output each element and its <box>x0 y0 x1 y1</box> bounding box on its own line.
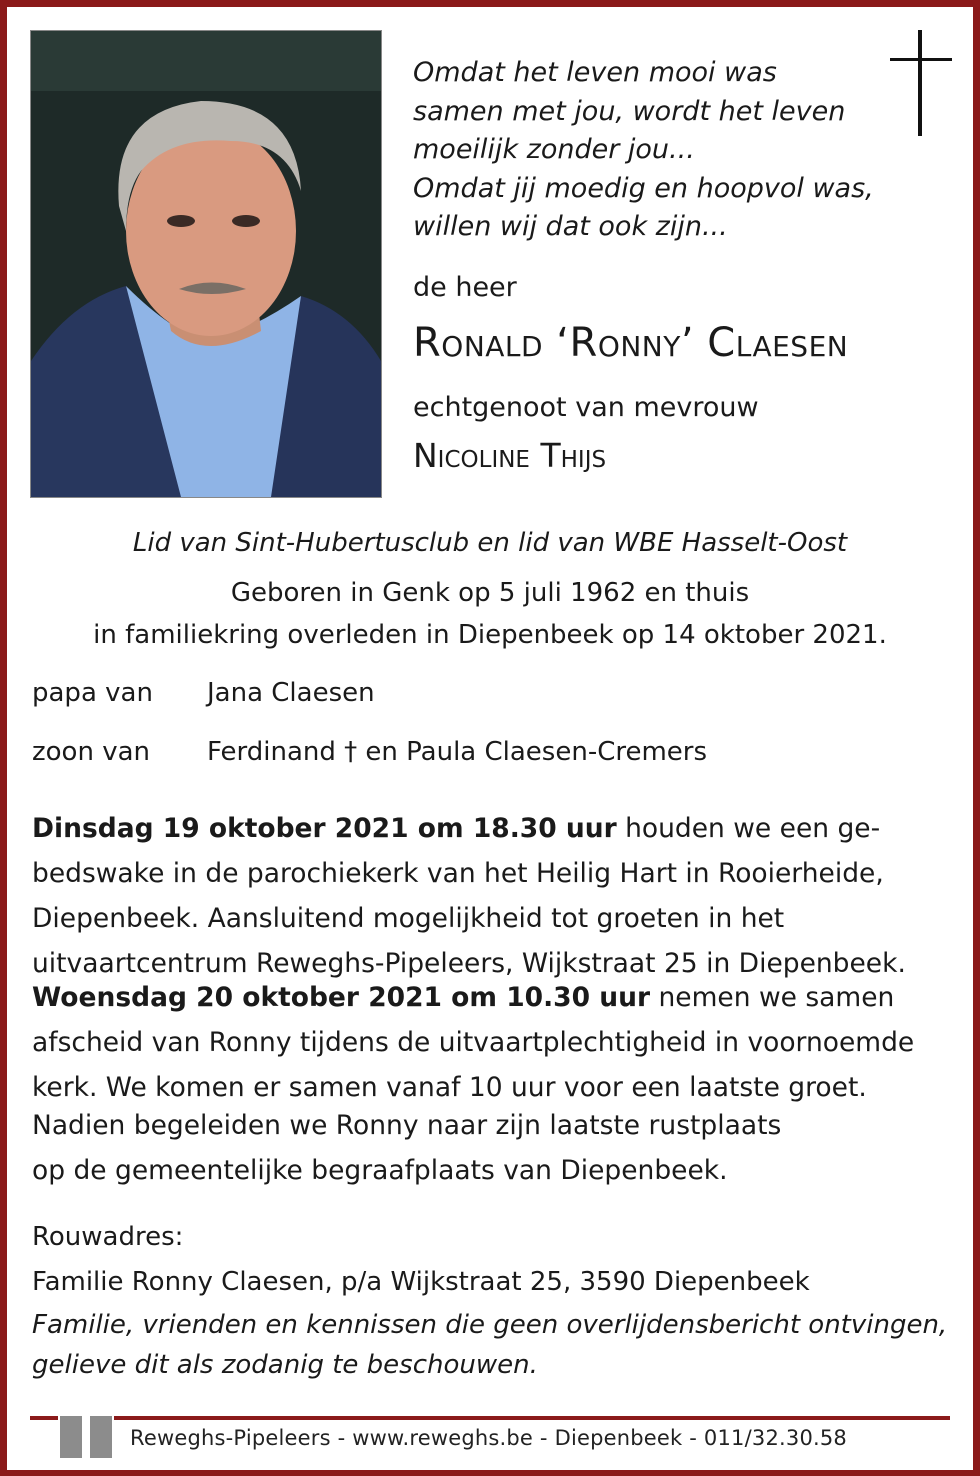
wake-line: bedswake in de parochiekerk van het Heilig Hart in Rooierheide, <box>32 858 884 889</box>
burial-line: Nadien begeleiden we Ronny naar zijn laatste rustplaats <box>32 1110 782 1141</box>
wake-date: Dinsdag 19 oktober 2021 om 18.30 uur <box>32 813 617 844</box>
poem-line: Omdat het leven mooi was <box>413 57 777 88</box>
relation-value: Jana Claesen <box>207 678 375 708</box>
wake-paragraph <box>32 806 947 986</box>
membership: Lid van Sint-Hubertusclub en lid van WBE Hasselt-Oost <box>132 528 848 558</box>
address-label: Rouwadres: <box>32 1222 184 1252</box>
poem-line: samen met jou, wordt het leven <box>413 95 846 127</box>
poem-line: moeilijk zonder jou... <box>413 134 695 165</box>
burial-paragraph <box>32 1103 947 1193</box>
mourning-address <box>32 1215 810 1305</box>
funeral-line: afscheid van Ronny tijdens de uitvaartplechtigheid in voornoemde <box>32 1027 915 1058</box>
deceased-name: Ronald ‘Ronny’ Claesen <box>413 320 849 366</box>
wake-text: houden we een ge- <box>616 813 881 844</box>
birth-death-line: Geboren in Genk op 5 juli 1962 en thuis <box>230 578 750 608</box>
wake-line: Diepenbeek. Aansluitend mogelijkheid tot groeten in het <box>32 903 785 934</box>
wake-line: uitvaartcentrum Reweghs-Pipeleers, Wijkstraat 25 in Diepenbeek. <box>32 948 906 979</box>
notice-note <box>32 1305 947 1385</box>
poem <box>413 54 883 247</box>
spouse-prefix: echtgenoot van mevrouw <box>413 392 759 423</box>
address-value: Familie Ronny Claesen, p/a Wijkstraat 25, 3590 Diepenbeek <box>32 1267 810 1297</box>
footer-divider <box>30 1416 950 1420</box>
relation-label: papa van <box>32 678 153 708</box>
note-line: gelieve dit als zodanig te beschouwen. <box>32 1350 538 1380</box>
title-prefix: de heer <box>413 272 517 303</box>
footer-contact: Reweghs-Pipeleers - www.reweghs.be - Diepenbeek - 011/32.30.58 <box>130 1426 847 1450</box>
funeral-date: Woensdag 20 oktober 2021 om 10.30 uur <box>32 982 651 1013</box>
birth-death-line: in familiekring overleden in Diepenbeek op 14 oktober 2021. <box>93 620 887 650</box>
funeral-line: kerk. We komen er samen vanaf 10 uur voor een laatste groet. <box>32 1072 867 1103</box>
poem-line: willen wij dat ook zijn... <box>413 211 728 242</box>
funeral-text: nemen we samen <box>650 982 895 1013</box>
note-line: Familie, vrienden en kennissen die geen overlijdensbericht ontvingen, <box>32 1310 948 1340</box>
poem-line: Omdat jij moedig en hoopvol was, <box>413 172 874 204</box>
burial-line: op de gemeentelijke begraafplaats van Diepenbeek. <box>32 1155 728 1186</box>
cross-icon <box>890 30 952 136</box>
relation-label: zoon van <box>32 737 151 767</box>
portrait-photo <box>30 30 382 498</box>
spouse-name: Nicoline Thijs <box>413 436 607 475</box>
relation-value: Ferdinand † en Paula Claesen-Cremers <box>207 737 708 767</box>
funeral-home-logo-icon <box>58 1410 114 1458</box>
funeral-paragraph <box>32 975 947 1110</box>
